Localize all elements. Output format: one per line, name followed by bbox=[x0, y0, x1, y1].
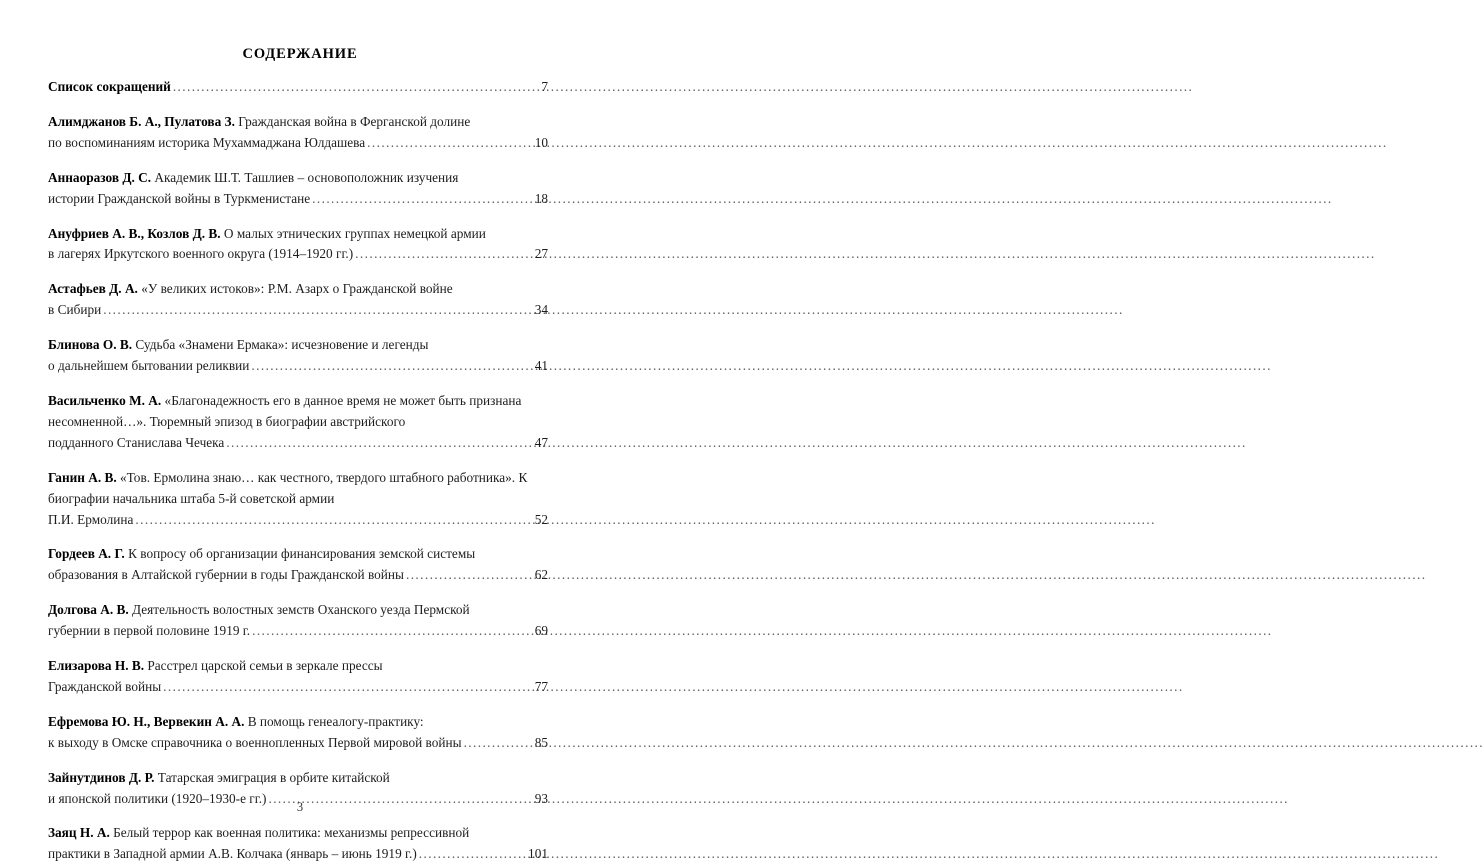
toc-entry-title-tail: истории Гражданской войны в Туркменистане bbox=[48, 190, 311, 206]
toc-entry-title-line: Татарская эмиграция в орбите китайской bbox=[157, 769, 390, 785]
toc-entry-page-number[interactable]: 18 bbox=[534, 190, 548, 206]
toc-entry-title-tail: в лагерях Иркутского военного округа (1914–1920 гг.) bbox=[48, 246, 354, 262]
toc-entry-leader-line bbox=[48, 300, 548, 321]
toc-entry-page-number[interactable]: 7 bbox=[541, 79, 548, 94]
toc-entry-leader-line bbox=[48, 433, 548, 454]
toc-entry-text bbox=[48, 224, 548, 245]
toc-entry-title-line: Список сокращений bbox=[48, 79, 171, 94]
toc-entry-text bbox=[48, 544, 548, 565]
toc-entry-title-line: Гражданская война в Ферганской долине bbox=[238, 113, 471, 129]
toc-entry-text bbox=[48, 656, 548, 677]
toc-entry-text bbox=[48, 112, 548, 133]
toc-entry-title-line: Расстрел царской семьи в зеркале прессы bbox=[147, 658, 383, 674]
toc-entry-author: Зайнутдинов Д. Р. bbox=[48, 769, 155, 785]
toc-entry-title-line: В помощь генеалогу-практику: bbox=[247, 713, 424, 729]
toc-entry-author: Елизарова Н. В. bbox=[48, 658, 145, 674]
toc-entry-title-tail: Гражданской войны bbox=[48, 678, 162, 694]
toc-entry-author: Астафьев Д. А. bbox=[48, 281, 138, 297]
toc-entry-author: Ануфриев А. В., Козлов Д. В. bbox=[48, 225, 221, 241]
toc-entry[interactable] bbox=[48, 468, 548, 531]
toc-entry-text bbox=[48, 768, 548, 789]
toc-entry-page-number[interactable]: 69 bbox=[534, 623, 548, 639]
toc-entry-title-line: штабного работника». К биографии начальника штаба 5-й советской армии bbox=[48, 469, 528, 506]
toc-entry-title-tail: образования в Алтайской губернии в годы Гражданской войны bbox=[48, 567, 404, 583]
toc-entry[interactable] bbox=[48, 823, 548, 865]
toc-entry[interactable] bbox=[48, 335, 548, 377]
toc-entry-title-line: Деятельность волостных земств Оханского уезда Пермской bbox=[132, 602, 470, 618]
dot-leader bbox=[252, 621, 533, 642]
toc-entry-text bbox=[48, 823, 548, 844]
toc-entry-page-number[interactable]: 85 bbox=[534, 734, 548, 750]
toc-entry-text bbox=[48, 168, 548, 189]
page-title: СОДЕРЖАНИЕ bbox=[242, 46, 358, 62]
toc-entry-page-number[interactable]: 93 bbox=[534, 790, 548, 806]
toc-entry-leader-line bbox=[48, 844, 548, 865]
toc-entry-title-tail: к выходу в Омске справочника о военнопленных Первой мировой войны bbox=[48, 734, 462, 750]
toc-entry-title-tail: о дальнейшем бытовании реликвии bbox=[48, 358, 250, 374]
toc-entry-text bbox=[48, 279, 548, 300]
toc-entry-text bbox=[48, 335, 548, 356]
toc-entry-author: Гордеев А. Г. bbox=[48, 546, 125, 562]
toc-entry-page-number[interactable]: 34 bbox=[534, 302, 548, 318]
toc-entry-page-number[interactable]: 62 bbox=[534, 567, 548, 583]
toc-entry[interactable] bbox=[48, 77, 548, 98]
dot-leader bbox=[367, 133, 533, 154]
toc-entry[interactable] bbox=[48, 600, 548, 642]
toc-entry-author: Ганин А. В. bbox=[48, 469, 117, 485]
toc-entry-page-number[interactable]: 10 bbox=[534, 134, 548, 150]
toc-entry-title-tail: практики в Западной армии А.В. Колчака (январь – июнь 1919 г.) bbox=[48, 846, 417, 862]
toc-entry-leader-line bbox=[48, 677, 548, 698]
dot-leader bbox=[464, 733, 533, 754]
dot-leader bbox=[251, 356, 532, 377]
toc-entry-author: Ефремова Ю. Н., Вервекин А. А. bbox=[48, 713, 245, 729]
toc-entry-title-line: Судьба «Знамени Ермака»: исчезновение и легенды bbox=[135, 337, 429, 353]
toc-entry-leader-line bbox=[48, 565, 548, 586]
toc-entry-title-tail: подданного Станислава Чечека bbox=[48, 434, 225, 450]
toc-entry-text bbox=[48, 391, 548, 433]
dot-leader bbox=[419, 844, 526, 865]
toc-entry-text bbox=[48, 600, 548, 621]
toc-entry-leader-line bbox=[48, 621, 548, 642]
toc-entry-leader-line bbox=[48, 733, 548, 754]
toc-entry-title-line: признана несомненной…». Тюремный эпизод в биографии австрийского bbox=[48, 392, 522, 429]
toc-entry-title-tail: губернии в первой половине 1919 г. bbox=[48, 623, 251, 639]
toc-entry-author: Заяц Н. А. bbox=[48, 825, 110, 841]
toc-entry[interactable] bbox=[48, 391, 548, 454]
toc-entry[interactable] bbox=[48, 168, 548, 210]
dot-leader bbox=[135, 510, 532, 531]
toc-entry-title-tail bbox=[48, 77, 171, 98]
toc-entry[interactable] bbox=[48, 224, 548, 266]
table-of-contents bbox=[48, 77, 548, 865]
toc-entry[interactable] bbox=[48, 112, 548, 154]
toc-entry[interactable] bbox=[48, 712, 548, 754]
toc-entry-page-number[interactable]: 47 bbox=[534, 434, 548, 450]
toc-entry[interactable] bbox=[48, 544, 548, 586]
dot-leader bbox=[406, 565, 533, 586]
toc-entry-text bbox=[48, 712, 548, 733]
toc-entry-title-line: Белый террор как военная политика: механизмы репрессивной bbox=[113, 825, 470, 841]
toc-entry-page-number[interactable]: 41 bbox=[534, 358, 548, 374]
toc-entry-title-line: «Тов. Ермолина знаю… как честного, твердого bbox=[120, 469, 387, 485]
toc-entry-leader-line bbox=[48, 244, 548, 265]
toc-entry-leader-line bbox=[48, 510, 548, 531]
dot-leader bbox=[355, 244, 533, 265]
toc-entry-leader-line bbox=[48, 189, 548, 210]
toc-entry-title-tail: в Сибири bbox=[48, 302, 102, 318]
toc-entry-page-number[interactable]: 101 bbox=[528, 846, 548, 862]
page-number-folio: 3 bbox=[296, 800, 304, 814]
toc-entry-title-tail: и японской политики (1920–1930-е гг.) bbox=[48, 790, 267, 806]
toc-entry-title-line: К вопросу об организации финансирования земской системы bbox=[128, 546, 476, 562]
toc-entry-page-number[interactable]: 52 bbox=[534, 511, 548, 527]
toc-entry[interactable] bbox=[48, 279, 548, 321]
toc-entry-title-line: Академик Ш.Т. Ташлиев – основоположник изучения bbox=[154, 169, 459, 185]
dot-leader bbox=[312, 189, 533, 210]
toc-entry-leader-line bbox=[48, 356, 548, 377]
toc-entry-author: Аннаоразов Д. С. bbox=[48, 169, 152, 185]
toc-entry-author: Алимджанов Б. А., Пулатова З. bbox=[48, 113, 235, 129]
toc-entry-title-tail: по воспоминаниям историка Мухаммаджана Юлдашева bbox=[48, 134, 366, 150]
toc-entry-title-line: «У великих истоков»: Р.М. Азарх о Гражданской войне bbox=[141, 281, 453, 297]
toc-entry-title-line: О малых этнических группах немецкой армии bbox=[223, 225, 486, 241]
dot-leader bbox=[173, 77, 540, 98]
toc-entry-leader-line bbox=[48, 77, 548, 98]
toc-entry-title-line: «Благонадежность его в данное время не может быть bbox=[164, 392, 466, 408]
toc-entry-author: Блинова О. В. bbox=[48, 337, 133, 353]
dot-leader bbox=[163, 677, 533, 698]
toc-entry[interactable] bbox=[48, 656, 548, 698]
toc-entry-text bbox=[48, 468, 548, 510]
toc-entry-title-tail: П.И. Ермолина bbox=[48, 511, 134, 527]
dot-leader bbox=[226, 433, 532, 454]
document-page bbox=[0, 0, 600, 862]
toc-entry-leader-line bbox=[48, 133, 548, 154]
toc-entry-author: Долгова А. В. bbox=[48, 602, 129, 618]
toc-entry-page-number[interactable]: 27 bbox=[534, 246, 548, 262]
dot-leader bbox=[103, 300, 532, 321]
toc-entry-author: Васильченко М. А. bbox=[48, 392, 162, 408]
toc-entry-page-number[interactable]: 77 bbox=[534, 678, 548, 694]
